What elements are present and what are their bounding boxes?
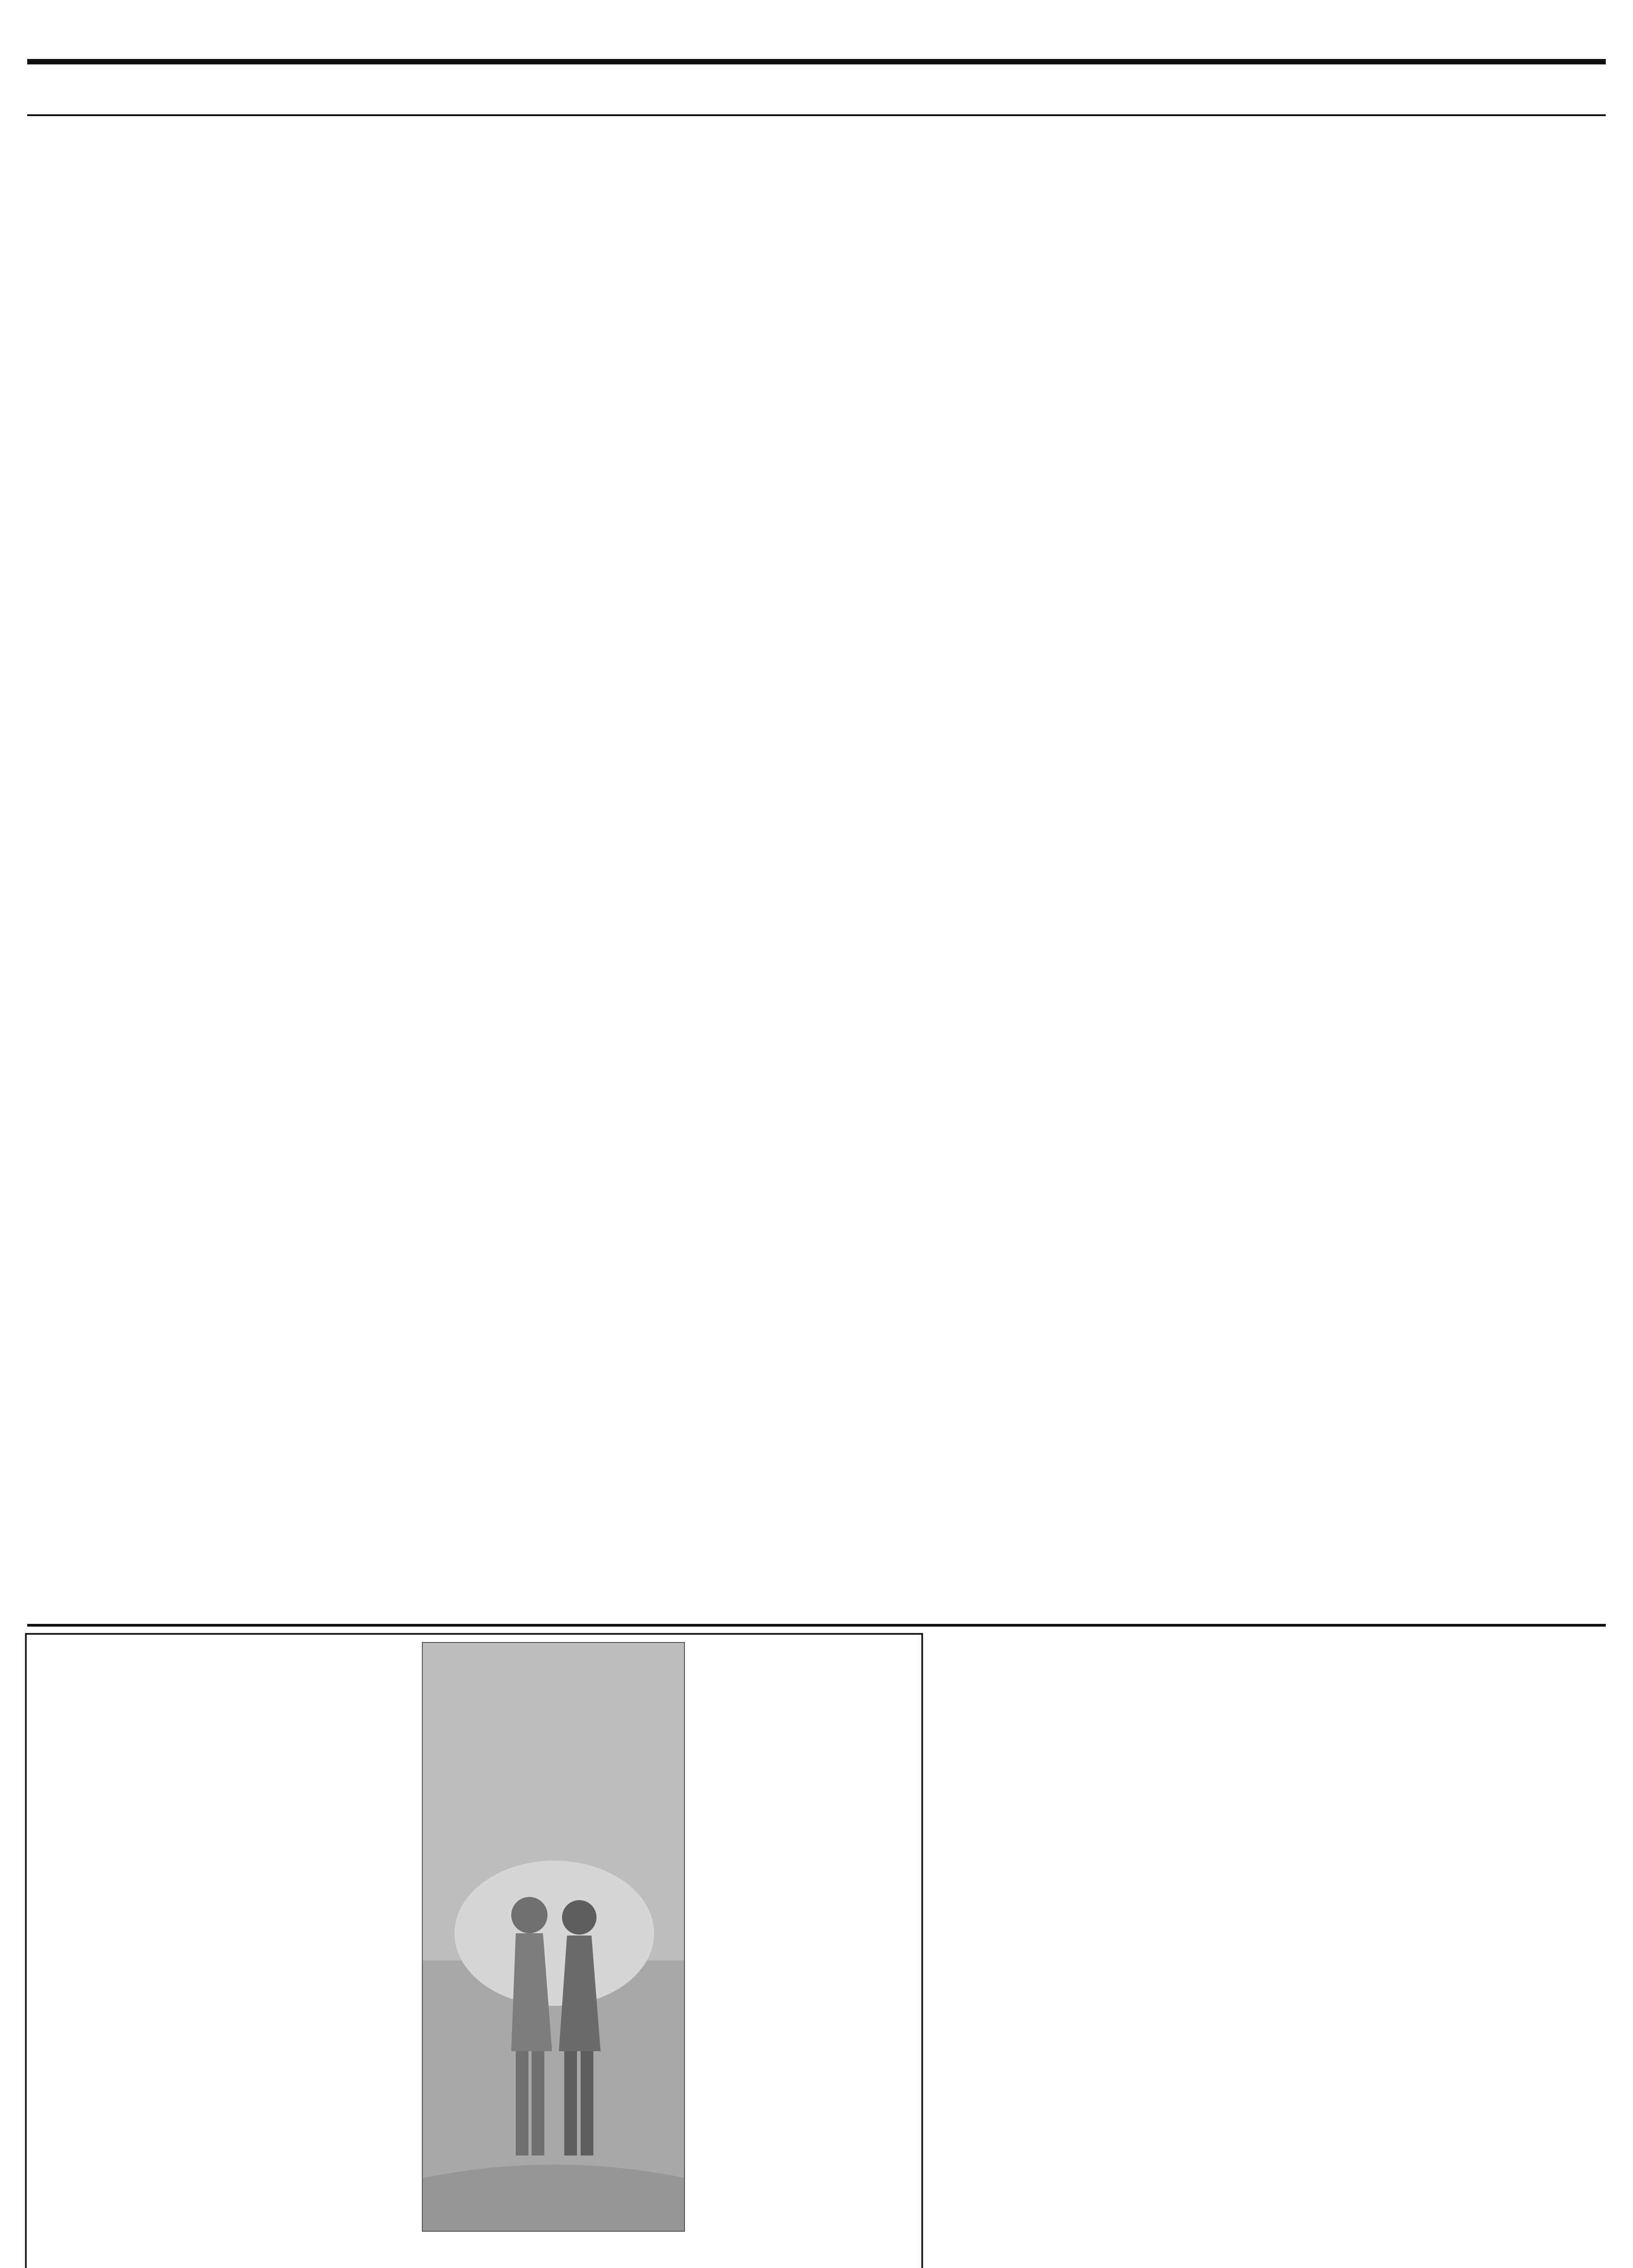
section-divider: [27, 1624, 1606, 1627]
subbar-rule: [27, 114, 1606, 116]
news-article-body: [939, 1828, 1606, 2268]
book-cover: [422, 1642, 685, 2232]
masthead-rule: [27, 59, 1606, 64]
book-cover-illustration: [423, 1643, 685, 2232]
main-article-body: [36, 390, 1597, 1615]
